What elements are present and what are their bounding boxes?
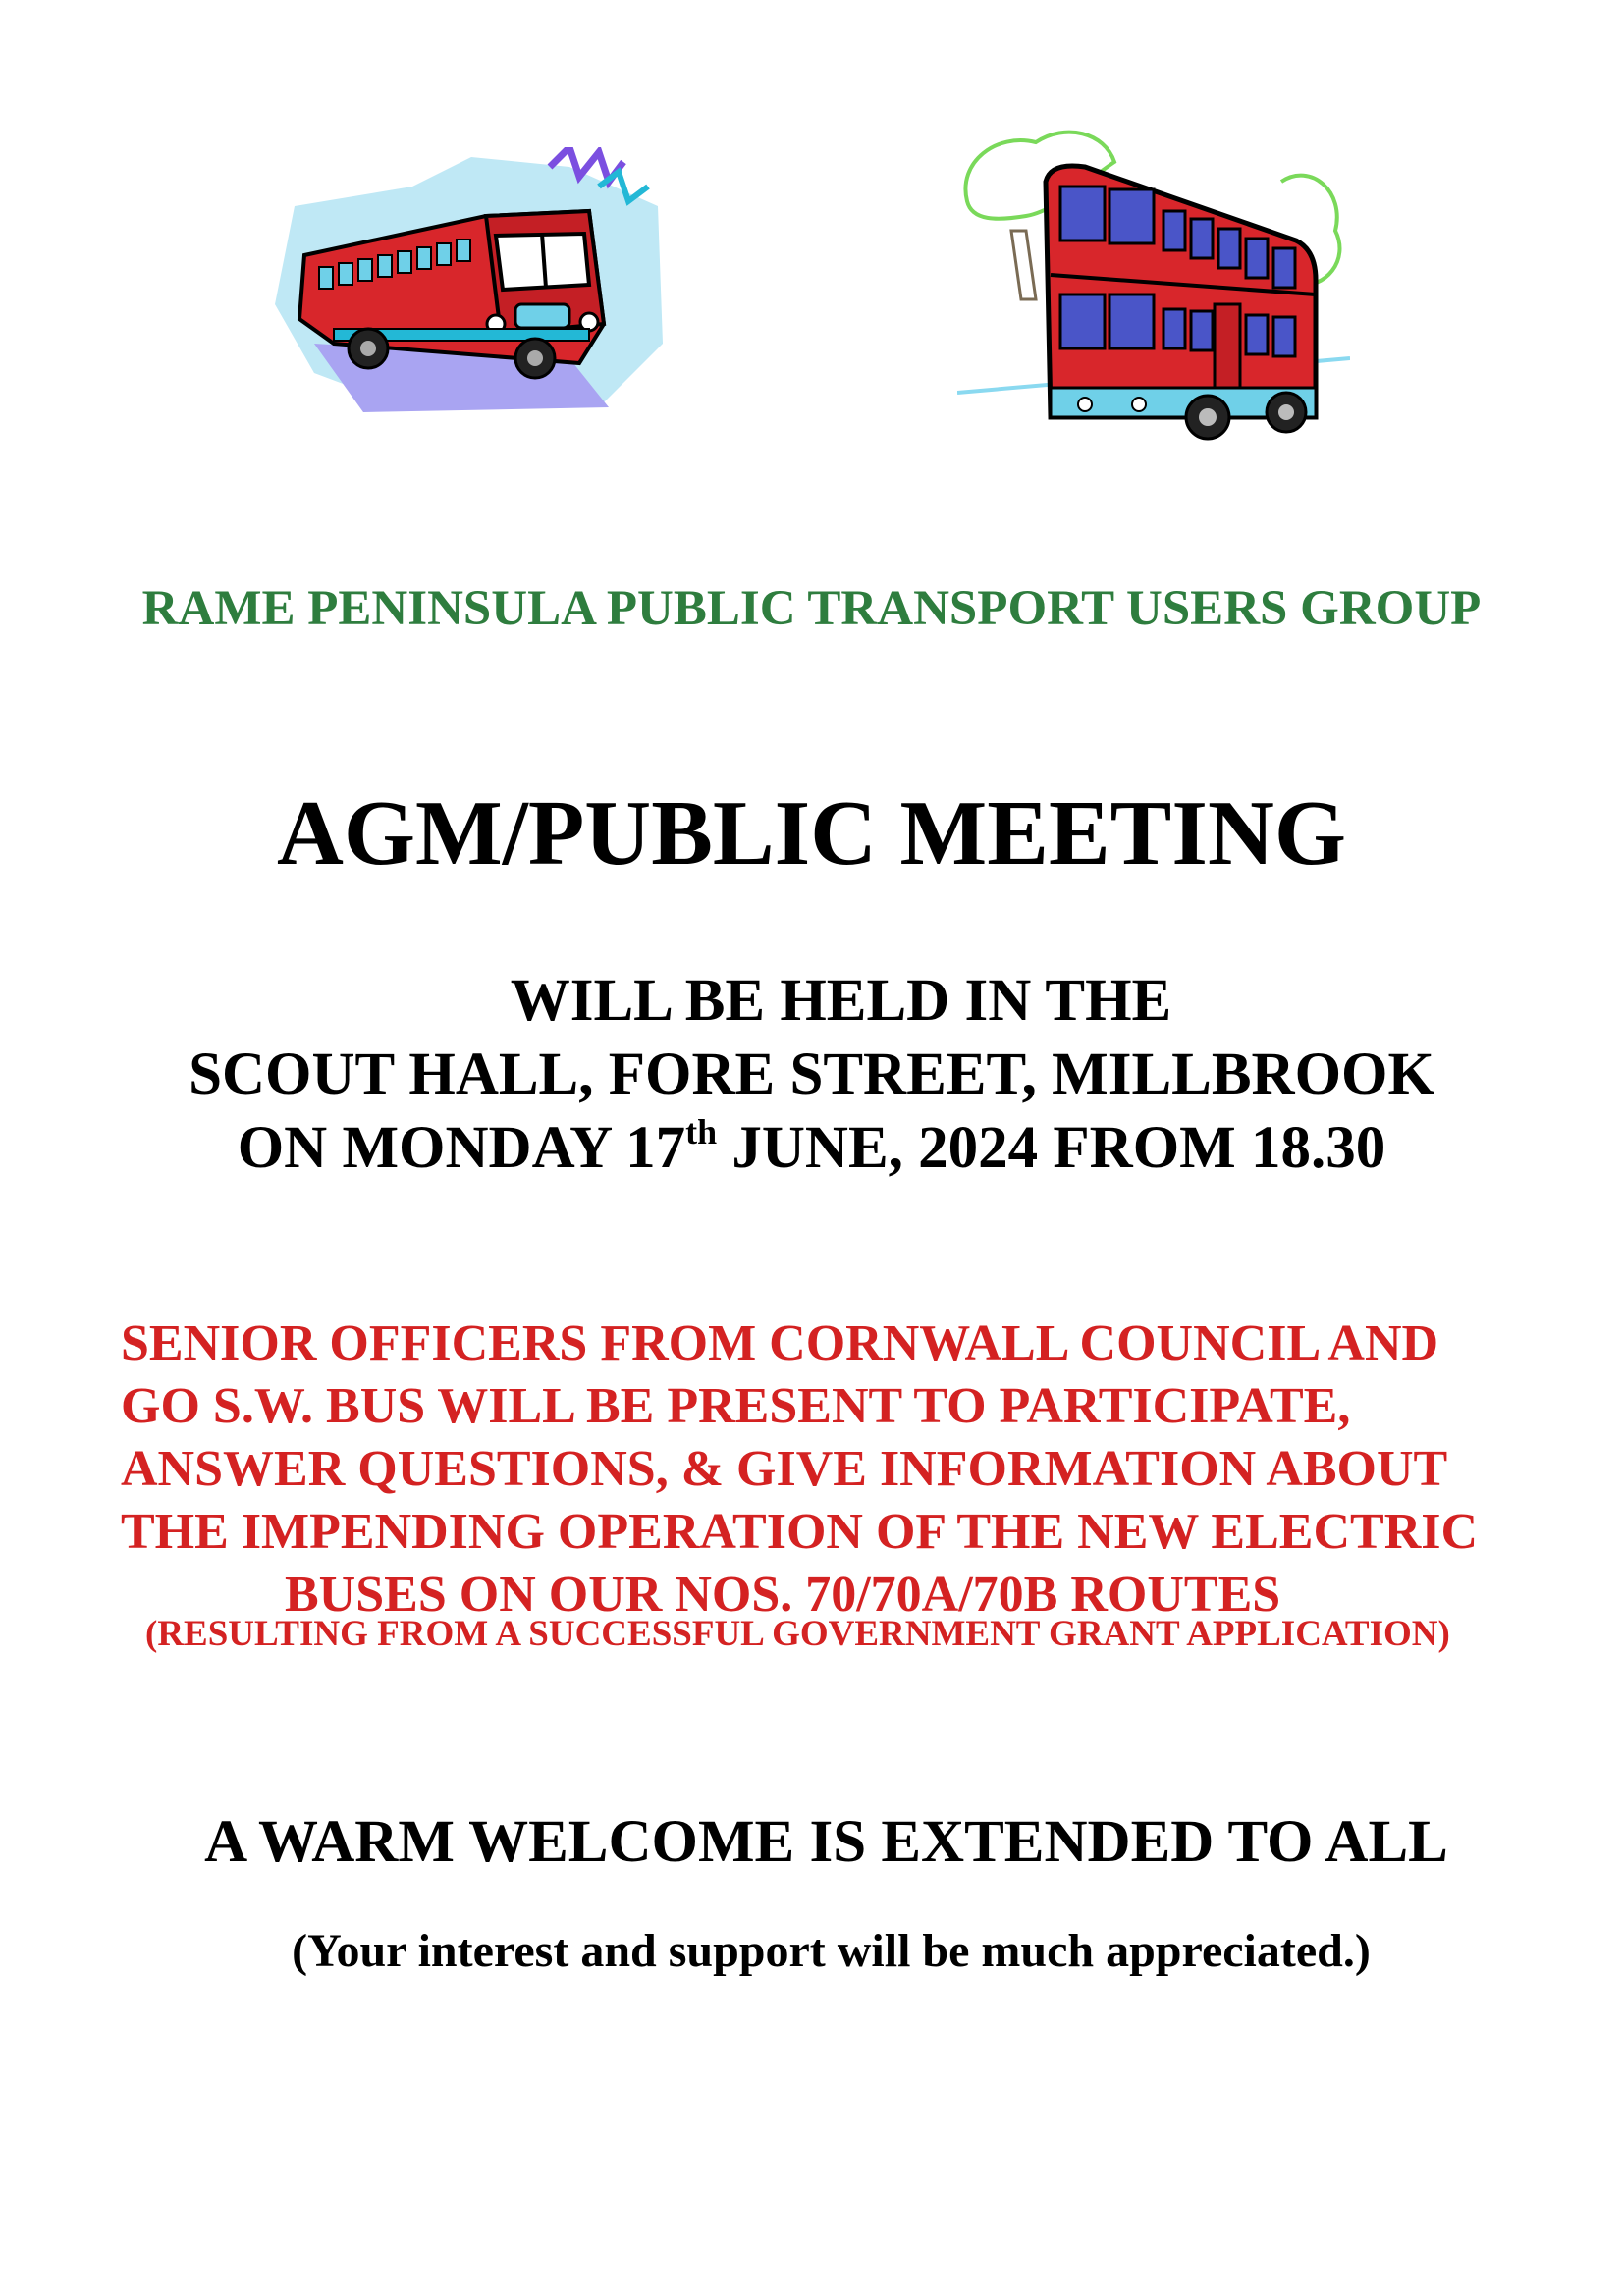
single-deck-bus-icon: [275, 147, 677, 427]
notice-line-2: GO S.W. BUS WILL BE PRESENT TO PARTICIPATE,: [121, 1378, 1351, 1434]
notice-grant-note: (RESULTING FROM A SUCCESSFUL GOVERNMENT GRANT APPLICATION): [145, 1614, 1450, 1654]
date-line: [0, 1114, 1623, 1183]
held-in-line: WILL BE HELD IN THE: [510, 968, 1172, 1034]
venue-line: SCOUT HALL, FORE STREET, MILLBROOK: [189, 1041, 1434, 1107]
meeting-title: AGM/PUBLIC MEETING: [277, 782, 1346, 884]
appreciation-line: (Your interest and support will be much appreciated.): [292, 1925, 1371, 1977]
welcome-line: A WARM WELCOME IS EXTENDED TO ALL: [204, 1809, 1448, 1875]
date-ordinal-suffix: th: [685, 1112, 718, 1151]
date-prefix: ON MONDAY 17: [237, 1115, 686, 1181]
date-rest: JUNE, 2024 FROM 18.30: [717, 1115, 1386, 1181]
double-decker-bus-icon: [957, 123, 1350, 442]
notice-line-4: THE IMPENDING OPERATION OF THE NEW ELECTRIC: [121, 1504, 1479, 1560]
notice-line-3: ANSWER QUESTIONS, & GIVE INFORMATION ABOUT: [121, 1441, 1448, 1497]
organisation-heading: RAME PENINSULA PUBLIC TRANSPORT USERS GROUP: [141, 581, 1482, 636]
notice-line-5: BUSES ON OUR NOS. 70/70A/70B ROUTES: [285, 1567, 1281, 1623]
notice-line-1: SENIOR OFFICERS FROM CORNWALL COUNCIL AND: [121, 1315, 1439, 1371]
